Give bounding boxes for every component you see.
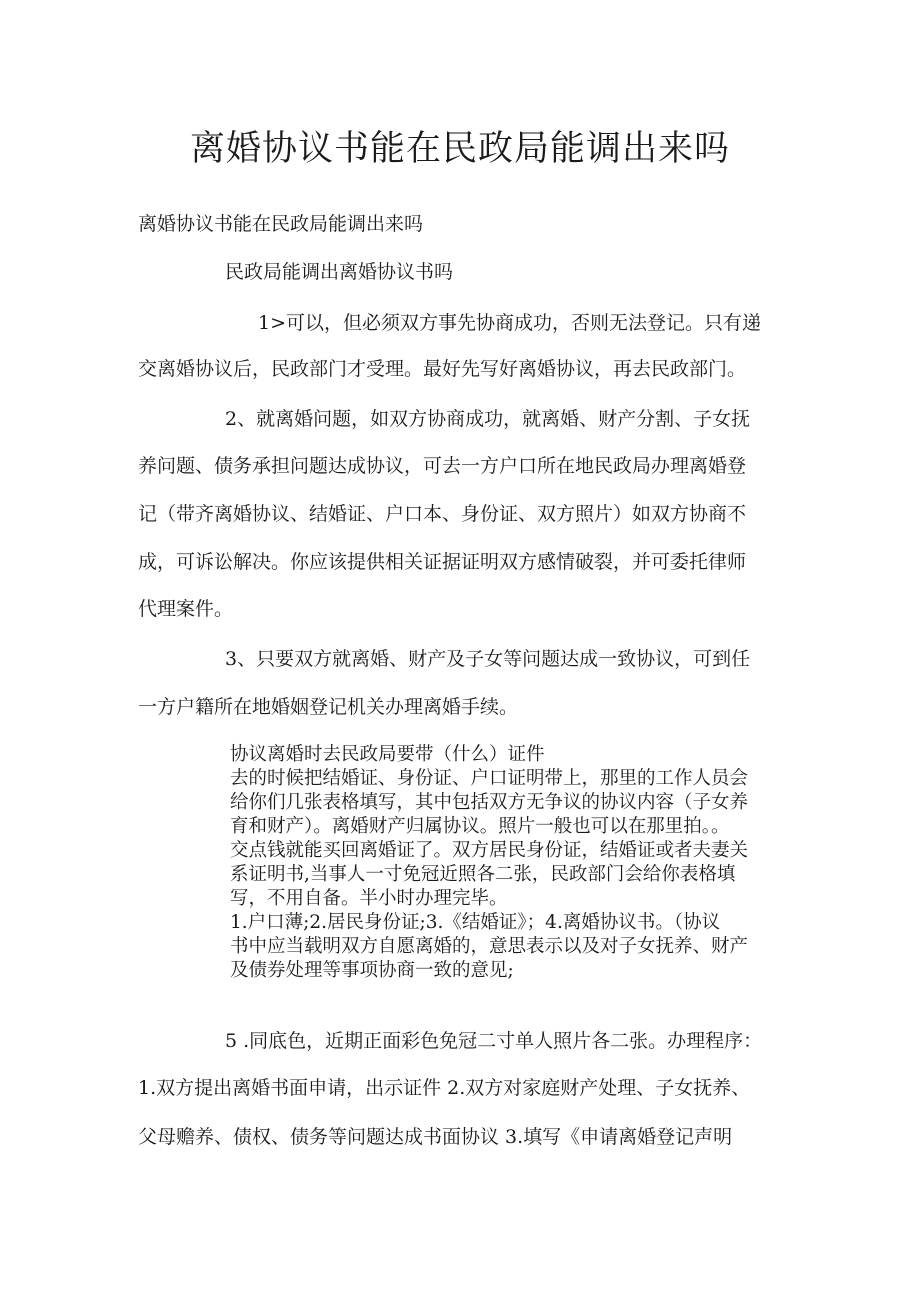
paragraph-5-line: 1.双方提出离婚书面申请，出示证件 2.双方对家庭财产处理、子女抚养、 bbox=[138, 1077, 751, 1099]
paragraph-2-line: 养问题、债务承担问题达成协议，可去一方户口所在地民政局办理离婚登 bbox=[138, 455, 747, 477]
paragraph-2-line: 代理案件。 bbox=[138, 598, 234, 620]
block-line: 育和财产）。离婚财产归属协议。照片一般也可以在那里拍。。 bbox=[230, 816, 730, 837]
paragraph-3-line: 一方户籍所在地婚姻登记机关办理离婚手续。 bbox=[138, 696, 519, 718]
block-line: 1.户口薄;2.居民身份证;3.《结婚证》；4.离婚协议书。（协议 bbox=[230, 912, 721, 933]
paragraph-2-line: 成，可诉讼解决。你应该提供相关证据证明双方感情破裂，并可委托律师 bbox=[138, 551, 747, 573]
block-line: 写，不用自备。半小时办理完毕。 bbox=[230, 888, 508, 909]
block-line: 及债券处理等事项协商一致的意见; bbox=[230, 960, 514, 981]
paragraph-2-line: 2、就离婚问题，如双方协商成功，就离婚、财产分割、子女抚 bbox=[225, 408, 751, 430]
block-line: 协议离婚时去民政局要带（什么）证件 bbox=[230, 744, 545, 765]
paragraph-5-line: 父母赡养、债权、债务等问题达成书面协议 3.填写《申请离婚登记声明 bbox=[138, 1126, 733, 1148]
certificate-requirements-block bbox=[230, 743, 830, 983]
block-line: 给你们几张表格填写，其中包括双方无争议的协议内容（子女养 bbox=[230, 792, 749, 813]
paragraph-1-line: 交离婚协议后，民政部门才受理。最好先写好离婚协议，再去民政部门。 bbox=[138, 358, 747, 380]
block-line: 去的时候把结婚证、身份证、户口证明带上，那里的工作人员会 bbox=[230, 768, 749, 789]
subtitle: 离婚协议书能在民政局能调出来吗 bbox=[138, 213, 424, 235]
question-heading: 民政局能调出离婚协议书吗 bbox=[225, 261, 454, 283]
block-line: 系证明书,当事人一寸免冠近照各二张，民政部门会给你表格填 bbox=[230, 864, 736, 885]
paragraph-5-line: 5 .同底色，近期正面彩色免冠二寸单人照片各二张。办理程序： bbox=[225, 1030, 763, 1052]
block-line: 交点钱就能买回离婚证了。双方居民身份证，结婚证或者夫妻关 bbox=[230, 840, 749, 861]
page-title: 离婚协议书能在民政局能调出来吗 bbox=[189, 129, 730, 169]
paragraph-1-line: 1>可以，但必须双方事先协商成功，否则无法登记。只有递 bbox=[258, 312, 762, 334]
paragraph-3-line: 3、只要双方就离婚、财产及子女等问题达成一致协议，可到任 bbox=[225, 648, 751, 670]
paragraph-2-line: 记（带齐离婚协议、结婚证、户口本、身份证、双方照片）如双方协商不 bbox=[138, 503, 747, 525]
block-line: 书中应当载明双方自愿离婚的，意思表示以及对子女抚养、财产 bbox=[230, 936, 749, 957]
